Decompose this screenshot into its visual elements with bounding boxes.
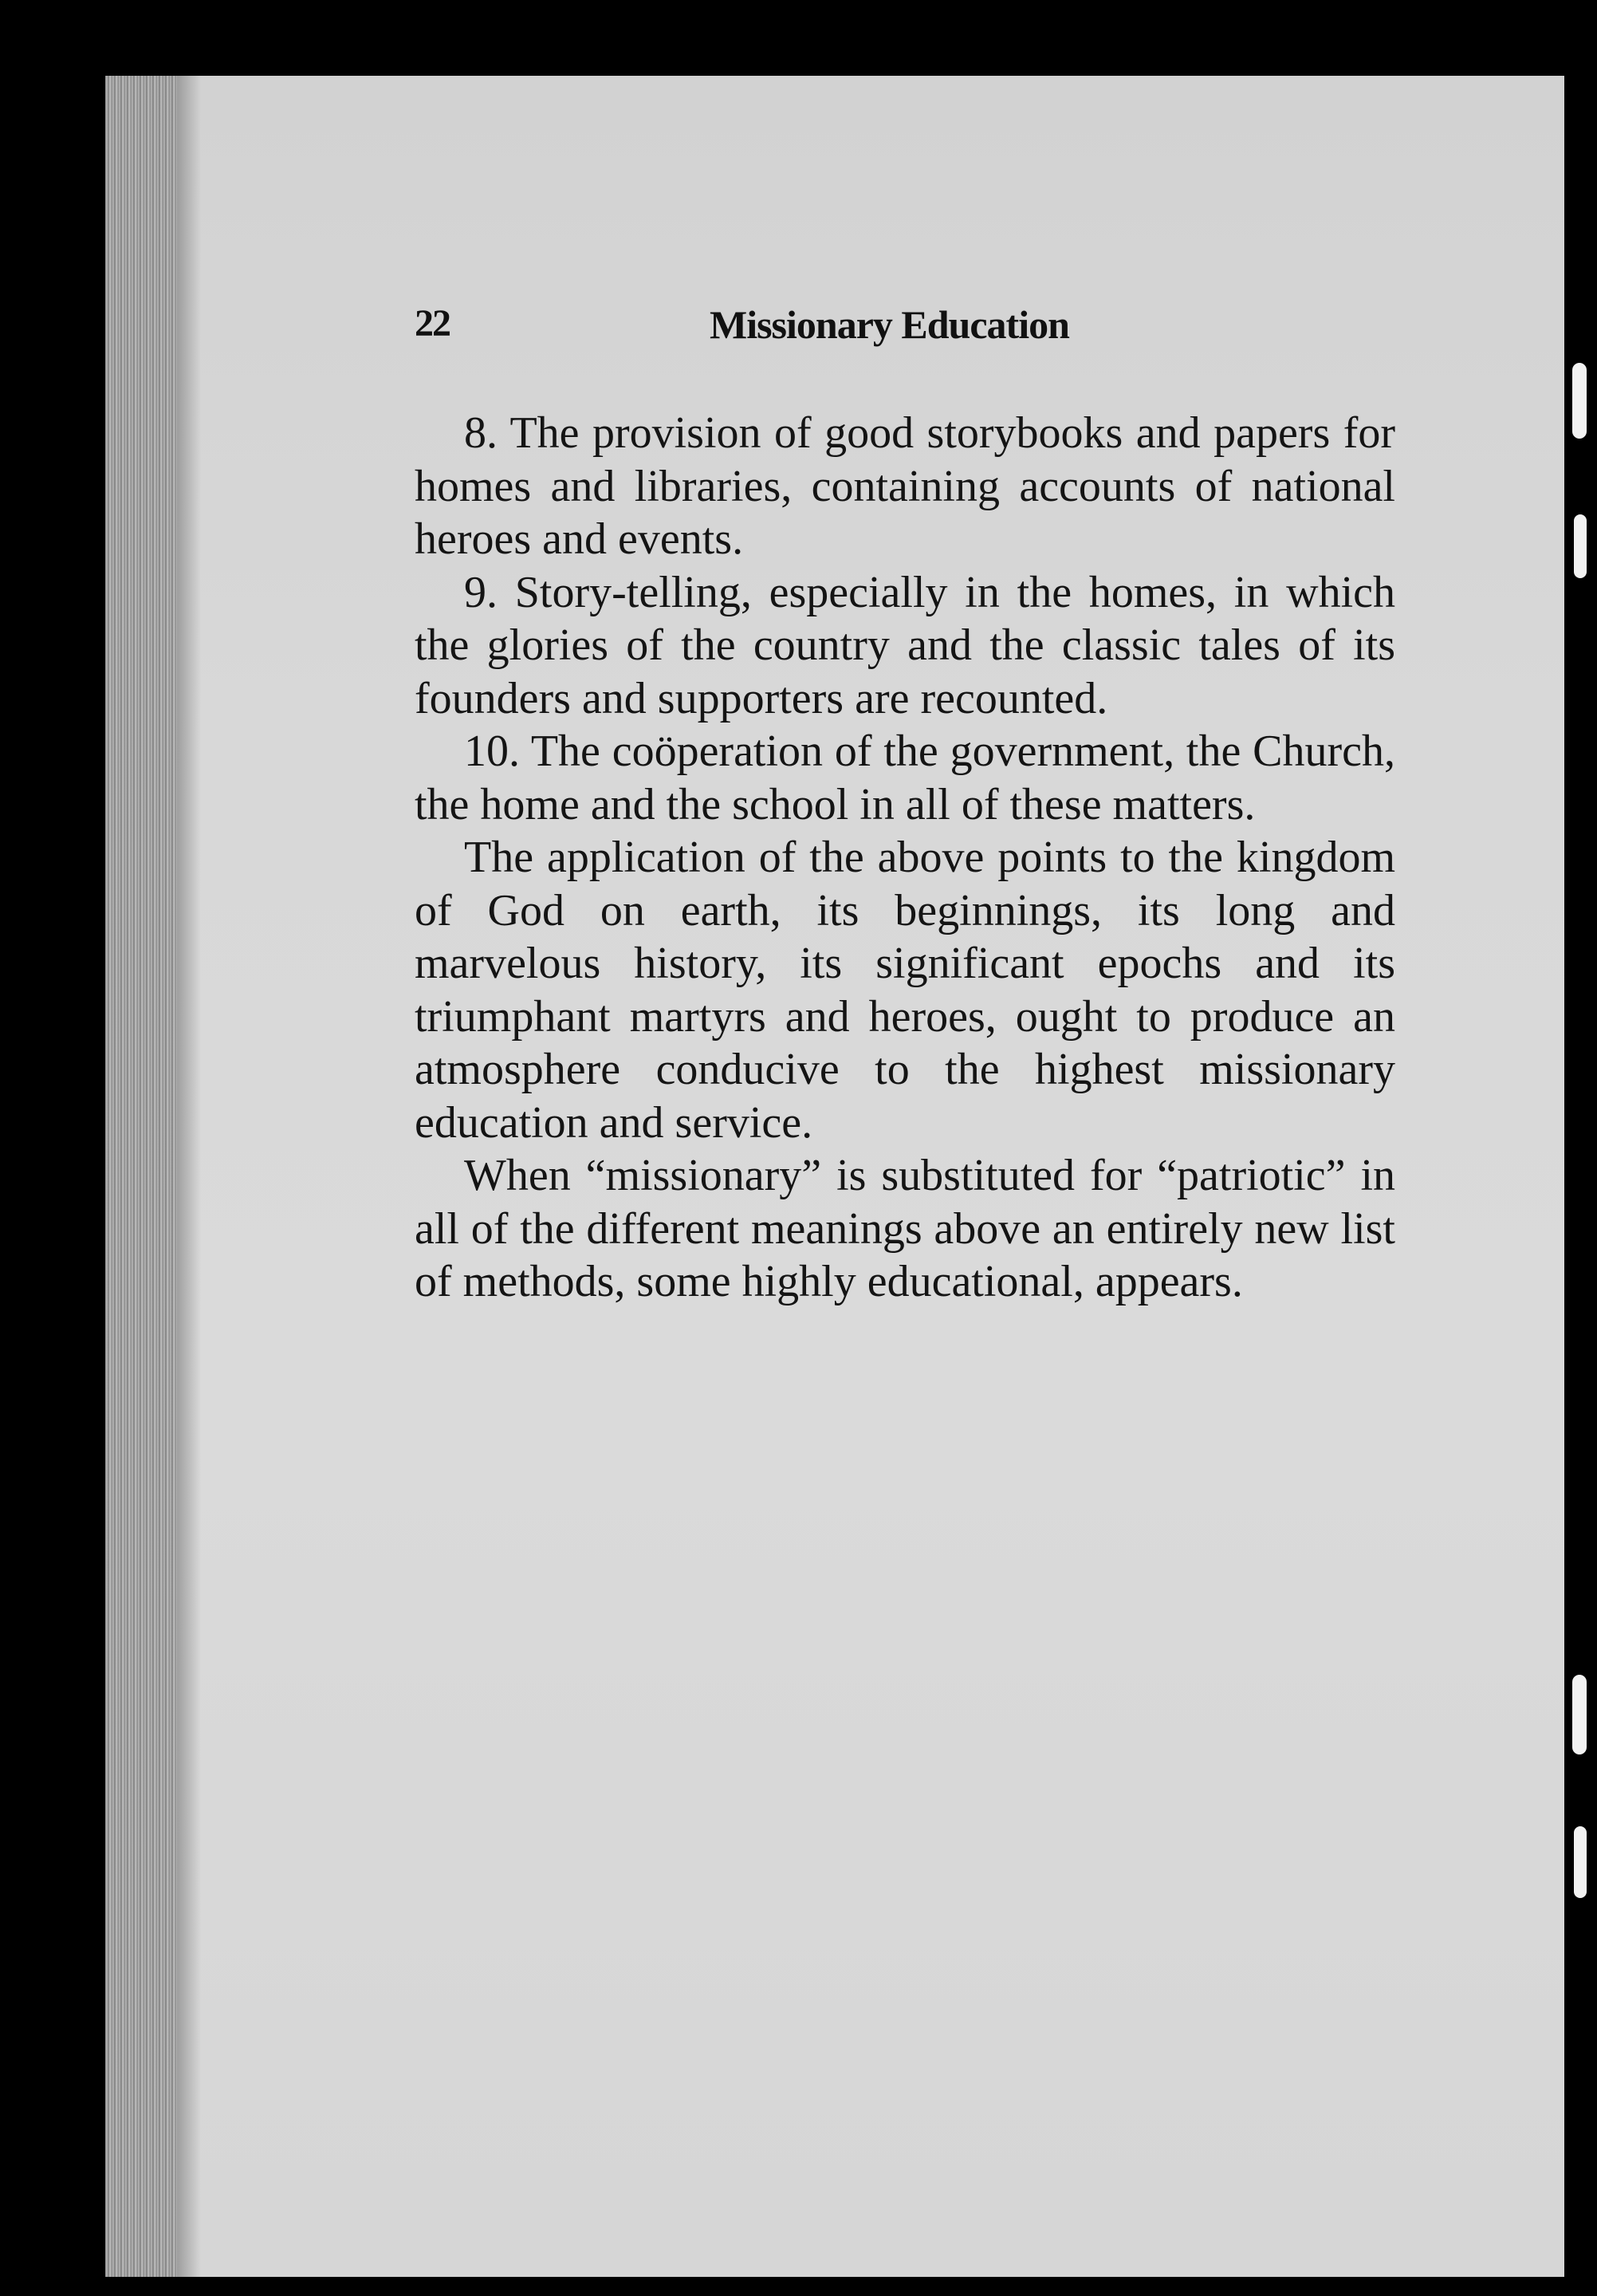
binding-shadow <box>177 76 201 2277</box>
registration-mark <box>1574 1826 1587 1898</box>
scan-gutter <box>1564 0 1597 2296</box>
page-edges-stack <box>105 76 177 2277</box>
page-header <box>415 301 1395 365</box>
paragraph-application: The application of the above points to the kingdom of God on earth, its beginnings, its long and marvelous history, its significant epochs and its triumphant martyrs and heroes, ought to produce an atmosphere conducive to the highest missionary education and service. <box>415 833 1395 1148</box>
registration-mark <box>1572 1675 1587 1754</box>
paragraph-missionary: When “missionary” is substituted for “patriotic” in all of the different meanings above an entirely new list of methods, some highly educational, appears. <box>415 1151 1395 1306</box>
list-item-8: 8. The provision of good storybooks and papers for homes and libraries, containing accounts of national heroes and events. <box>415 408 1395 564</box>
list-item-10: 10. The coöperation of the government, the Church, the home and the school in all of these matters. <box>415 727 1395 829</box>
running-title: Missionary Education <box>710 302 1069 347</box>
registration-mark <box>1572 363 1587 439</box>
body-text <box>415 407 1395 1309</box>
list-item-9: 9. Story-telling, especially in the homes, in which the glories of the country and the classic tales of its founders and supporters are recounted. <box>415 567 1395 723</box>
registration-mark <box>1574 514 1587 578</box>
page-number: 22 <box>415 302 450 345</box>
